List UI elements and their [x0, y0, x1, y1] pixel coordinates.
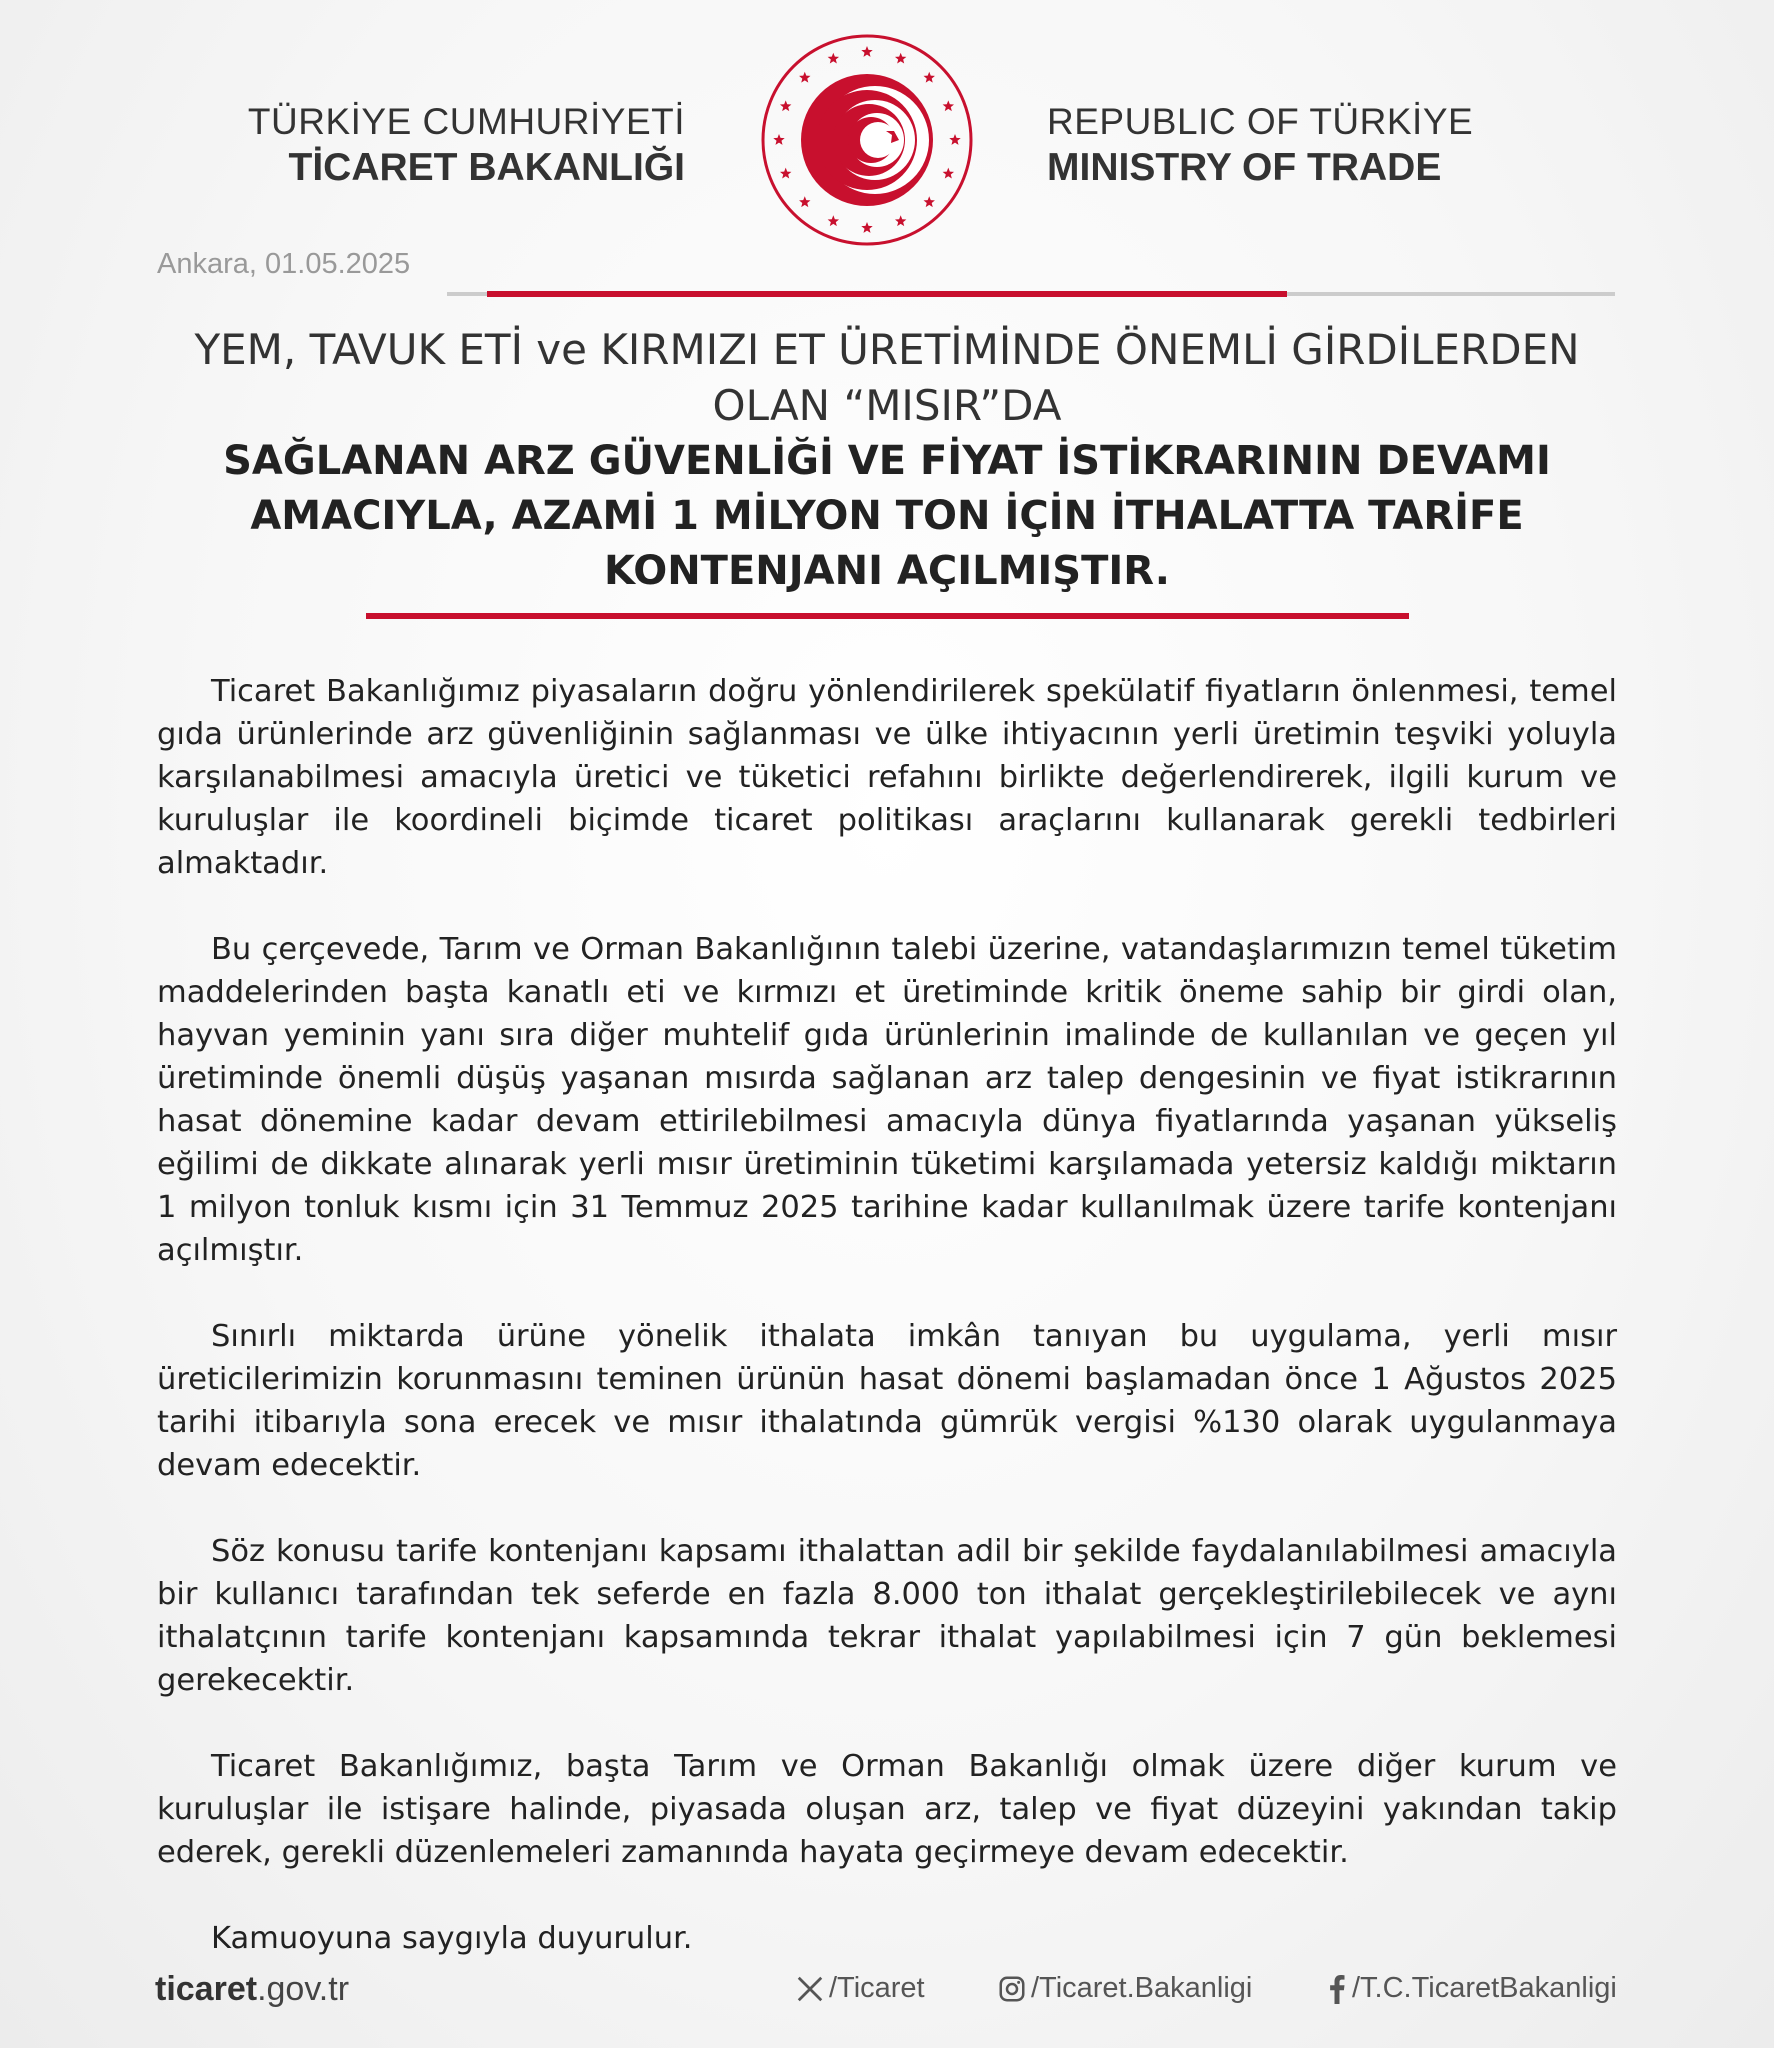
- ministry-emblem-icon: [759, 32, 975, 248]
- footer-instagram-link[interactable]: [997, 1972, 1252, 2005]
- emblem-star: [943, 100, 954, 111]
- emblem-star: [949, 134, 960, 145]
- site-rest: .gov.tr: [257, 1970, 350, 2008]
- footer-x-link[interactable]: [795, 1972, 925, 2005]
- emblem-star: [799, 196, 810, 207]
- title-bold-line1: SAĞLANAN ARZ GÜVENLİĞİ VE FİYAT İSTİKRARININ DEVAMI: [223, 438, 1551, 484]
- emblem-star: [895, 215, 906, 226]
- emblem-star: [799, 72, 810, 83]
- header-tr-line2: TİCARET BAKANLIĞI: [288, 146, 685, 189]
- paragraph: Ticaret Bakanlığımız piyasaların doğru yönlendirilerek spekülatif fiyatların önlenmesi, temel gıda ürünlerinde arz güvenliğinin sağlanması ve ülke ihtiyacının yerli üretimin teşviki yoluyla karşılanabilmesi amacıyla üretici ve tüketici refahını birlikte değerlendirerek, ilgili kurum ve kuruluşlar ile koordineli biçimde ticaret politikası araçlarını kullanarak gerekli tedbirleri almaktadır.: [157, 674, 1617, 881]
- divider-red-top: [487, 291, 1287, 297]
- header-tr-line1: TÜRKİYE CUMHURİYETİ: [247, 101, 685, 142]
- header-en-line1: REPUBLIC OF TÜRKİYE: [1047, 101, 1474, 142]
- x-handle: /Ticaret: [829, 1972, 925, 2004]
- emblem-star: [943, 168, 954, 179]
- paragraph: Ticaret Bakanlığımız, başta Tarım ve Orman Bakanlığı olmak üzere diğer kurum ve kuruluşlar ile istişare halinde, piyasada oluşan arz, talep ve fiyat düzeyini yakından takip ederek, gerekli düzenlemeleri zamanında hayata geçirmeye devam edecektir.: [157, 1749, 1617, 1870]
- header-turkish: [248, 100, 685, 192]
- instagram-logo-icon: [997, 1974, 1027, 2004]
- emblem-star: [780, 100, 791, 111]
- header-en-line2: MINISTRY OF TRADE: [1047, 146, 1442, 189]
- closing-line: Kamuoyuna saygıyla duyurulur.: [211, 1921, 693, 1956]
- instagram-handle: /Ticaret.Bakanligi: [1031, 1972, 1253, 2004]
- press-release-title: [140, 322, 1634, 599]
- header-english: [1047, 100, 1473, 192]
- emblem-star: [924, 72, 935, 83]
- emblem-star: [924, 196, 935, 207]
- site-bold: ticaret: [155, 1970, 258, 2008]
- emblem-star: [828, 215, 839, 226]
- facebook-logo-icon: [1326, 1974, 1348, 2004]
- title-light-line2: OLAN “MISIR”DA: [712, 381, 1062, 430]
- title-bold-line2: AMACIYLA, AZAMİ 1 MİLYON TON İÇİN İTHALATTA TARİFE: [250, 493, 1524, 539]
- dateline: Ankara, 01.05.2025: [157, 248, 411, 280]
- emblem-star: [861, 222, 872, 233]
- facebook-handle: /T.C.TicaretBakanligi: [1352, 1972, 1617, 2004]
- emblem-star: [780, 168, 791, 179]
- paragraph: Bu çerçevede, Tarım ve Orman Bakanlığının talebi üzerine, vatandaşlarımızın temel tüketim maddelerinden başta kanatlı eti ve kırmızı et üretiminde kritik öneme sahip bir girdi olan, hayvan yeminin yanı sıra diğer muhtelif gıda ürünlerinin imalinde de kullanılan ve geçen yıl üretiminde önemli düşüş yaşanan mısırda sağlanan arz talep dengesinin ve fiyat istikrarının hasat dönemine kadar devam ettirilebilmesi amacıyla dünya fiyatlarında yaşanan yükseliş eğilimi de dikkate alınarak yerli mısır üretiminin tüketimi karşılamada yetersiz kaldığı miktarın 1 milyon tonluk kısmı için 31 Temmuz 2025 tarihine kadar kullanılmak üzere tarife kontenjanı açılmıştır.: [157, 932, 1617, 1268]
- emblem-star: [895, 53, 906, 64]
- paragraph: Sınırlı miktarda ürüne yönelik ithalata imkân tanıyan bu uygulama, yerli mısır üreticilerimizin korunmasını teminen ürünün hasat dönemi başlamadan önce 1 Ağustos 2025 tarihi itibarıyla sona erecek ve mısır ithalatında gümrük vergisi %130 olarak uygulanmaya devam edecektir.: [157, 1319, 1617, 1483]
- title-bold-line3: KONTENJANI AÇILMIŞTIR.: [604, 548, 1170, 594]
- emblem-star: [861, 46, 872, 57]
- paragraph: Söz konusu tarife kontenjanı kapsamı ithalattan adil bir şekilde faydalanılabilmesi amacıyla bir kullanıcı tarafından tek seferde en fazla 8.000 ton ithalat gerçekleştirilebilecek ve aynı ithalatçının tarife kontenjanı kapsamında tekrar ithalat yapılabilmesi için 7 gün beklemesi gerekecektir.: [157, 1534, 1617, 1698]
- footer-facebook-link[interactable]: [1326, 1972, 1617, 2005]
- x-logo-icon: [795, 1974, 825, 2004]
- press-release-body: [157, 670, 1617, 2003]
- emblem-star: [828, 53, 839, 64]
- emblem-star: [773, 134, 784, 145]
- divider-red-title: [366, 613, 1409, 619]
- title-light-line1: YEM, TAVUK ETİ ve KIRMIZI ET ÜRETİMİNDE ÖNEMLİ GİRDİLERDEN: [194, 325, 1580, 374]
- footer-website-link[interactable]: [155, 1970, 349, 2009]
